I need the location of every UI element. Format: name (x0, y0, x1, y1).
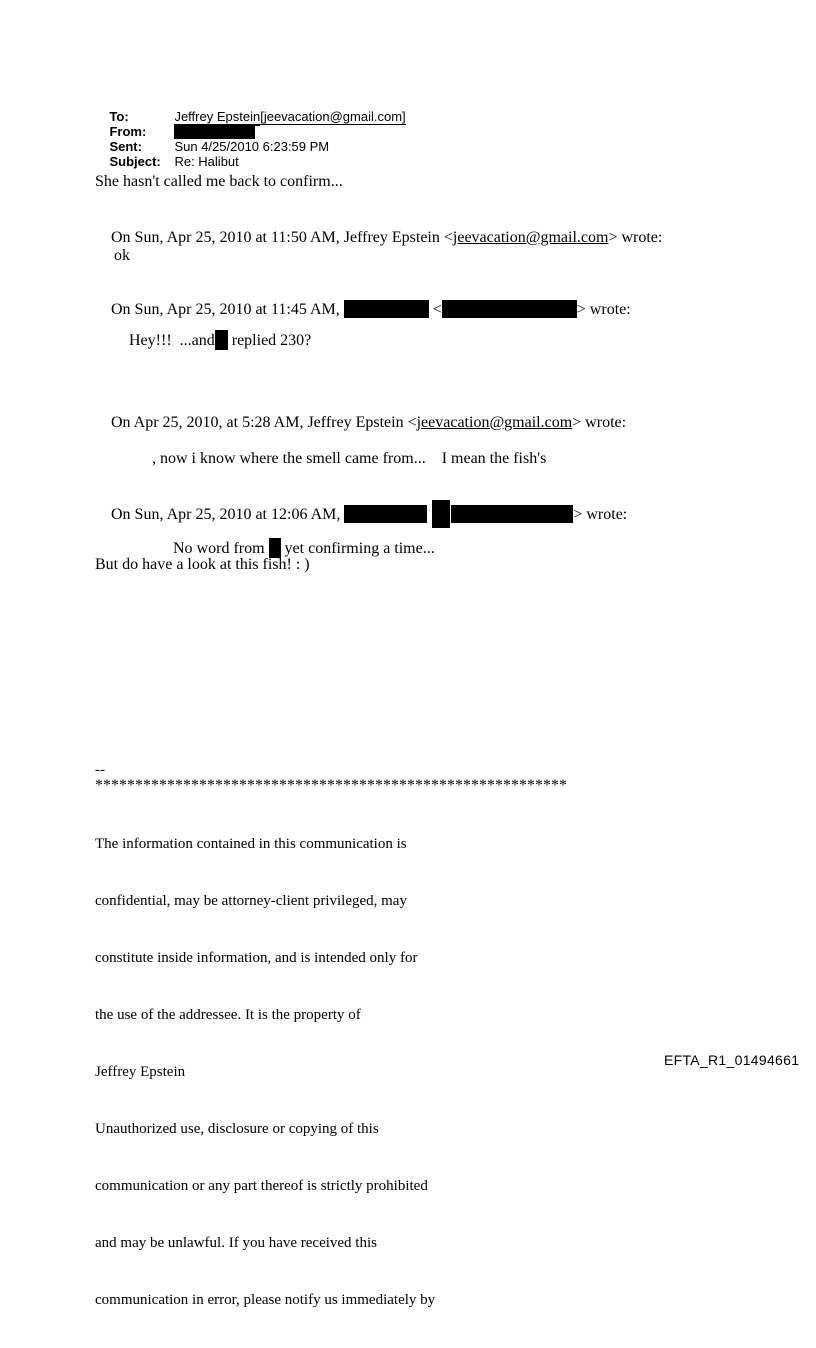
redaction-box-email (442, 300, 577, 318)
disclaimer-line: communication or any part thereof is strictly prohibited (95, 1178, 428, 1194)
reply2-text-b: replied 230? (227, 332, 312, 349)
reply4-text-a: No word from (173, 540, 269, 557)
quote4-suffix: > wrote: (573, 506, 628, 523)
quote2-prefix: On Sun, Apr 25, 2010 at 11:45 AM, (111, 301, 344, 318)
disclaimer-line: communication in error, please notify us immediately by (95, 1292, 436, 1308)
quote1-suffix: > wrote: (608, 229, 663, 246)
body-closing-line: But do have a look at this fish! : ) (95, 556, 310, 573)
reply4-text-b: yet confirming a time... (280, 540, 435, 557)
reply-ok: ok (114, 247, 130, 264)
disclaimer-line: constitute inside information, and is intended only for (95, 950, 418, 966)
from-label: From: (109, 124, 147, 139)
to-value-email: [jeevacation@gmail.com] (260, 109, 406, 124)
quote4-prefix: On Sun, Apr 25, 2010 at 12:06 AM, (111, 506, 345, 523)
subject-value: Re: Halibut (174, 154, 239, 169)
redaction-box-inline (215, 330, 228, 350)
reply2-text-a: Hey!!! ...and (129, 332, 215, 349)
disclaimer-line: confidential, may be attorney-client privileged, may (95, 893, 407, 909)
to-label: To: (109, 109, 129, 124)
disclaimer-line: and may be unlawful. If you have received this (95, 1235, 377, 1251)
body-opening-line: She hasn't called me back to confirm... (95, 173, 343, 190)
disclaimer-line: Unauthorized use, disclosure or copying of this (95, 1121, 379, 1137)
disclaimer-line: The information contained in this communication is (95, 836, 407, 852)
redaction-box-email (451, 505, 573, 523)
redaction-box-tall (432, 500, 450, 528)
signature-dashes: -- (95, 762, 105, 778)
sent-value: Sun 4/25/2010 6:23:59 PM (174, 139, 330, 154)
disclaimer-line: the use of the addressee. It is the property of (95, 1007, 361, 1023)
quote1-prefix: On Sun, Apr 25, 2010 at 11:50 AM, Jeffrey Epstein < (111, 229, 453, 246)
signature-stars: *********************************************************** (95, 777, 567, 794)
quote3-suffix: > wrote: (572, 414, 627, 431)
quote2-mid: < (428, 301, 442, 318)
disclaimer-block (95, 797, 435, 1348)
bates-number: EFTA_R1_01494661 (664, 1052, 800, 1068)
subject-label: Subject: (109, 154, 161, 169)
email-link[interactable]: jeevacation@gmail.com (452, 229, 609, 246)
sent-label: Sent: (109, 139, 142, 154)
redaction-box-name (344, 300, 429, 318)
quote-header-1150am (95, 209, 662, 266)
to-value-name: Jeffrey Epstein (174, 109, 261, 124)
quote-header-528am (95, 394, 626, 451)
quote3-prefix: On Apr 25, 2010, at 5:28 AM, Jeffrey Epstein < (111, 414, 417, 431)
reply-hey (113, 311, 311, 369)
disclaimer-line: Jeffrey Epstein (95, 1064, 186, 1080)
reply-smell: , now i know where the smell came from... I mean the fish's (152, 450, 547, 467)
quote2-suffix: > wrote: (576, 301, 631, 318)
email-link[interactable]: jeevacation@gmail.com (416, 414, 573, 431)
